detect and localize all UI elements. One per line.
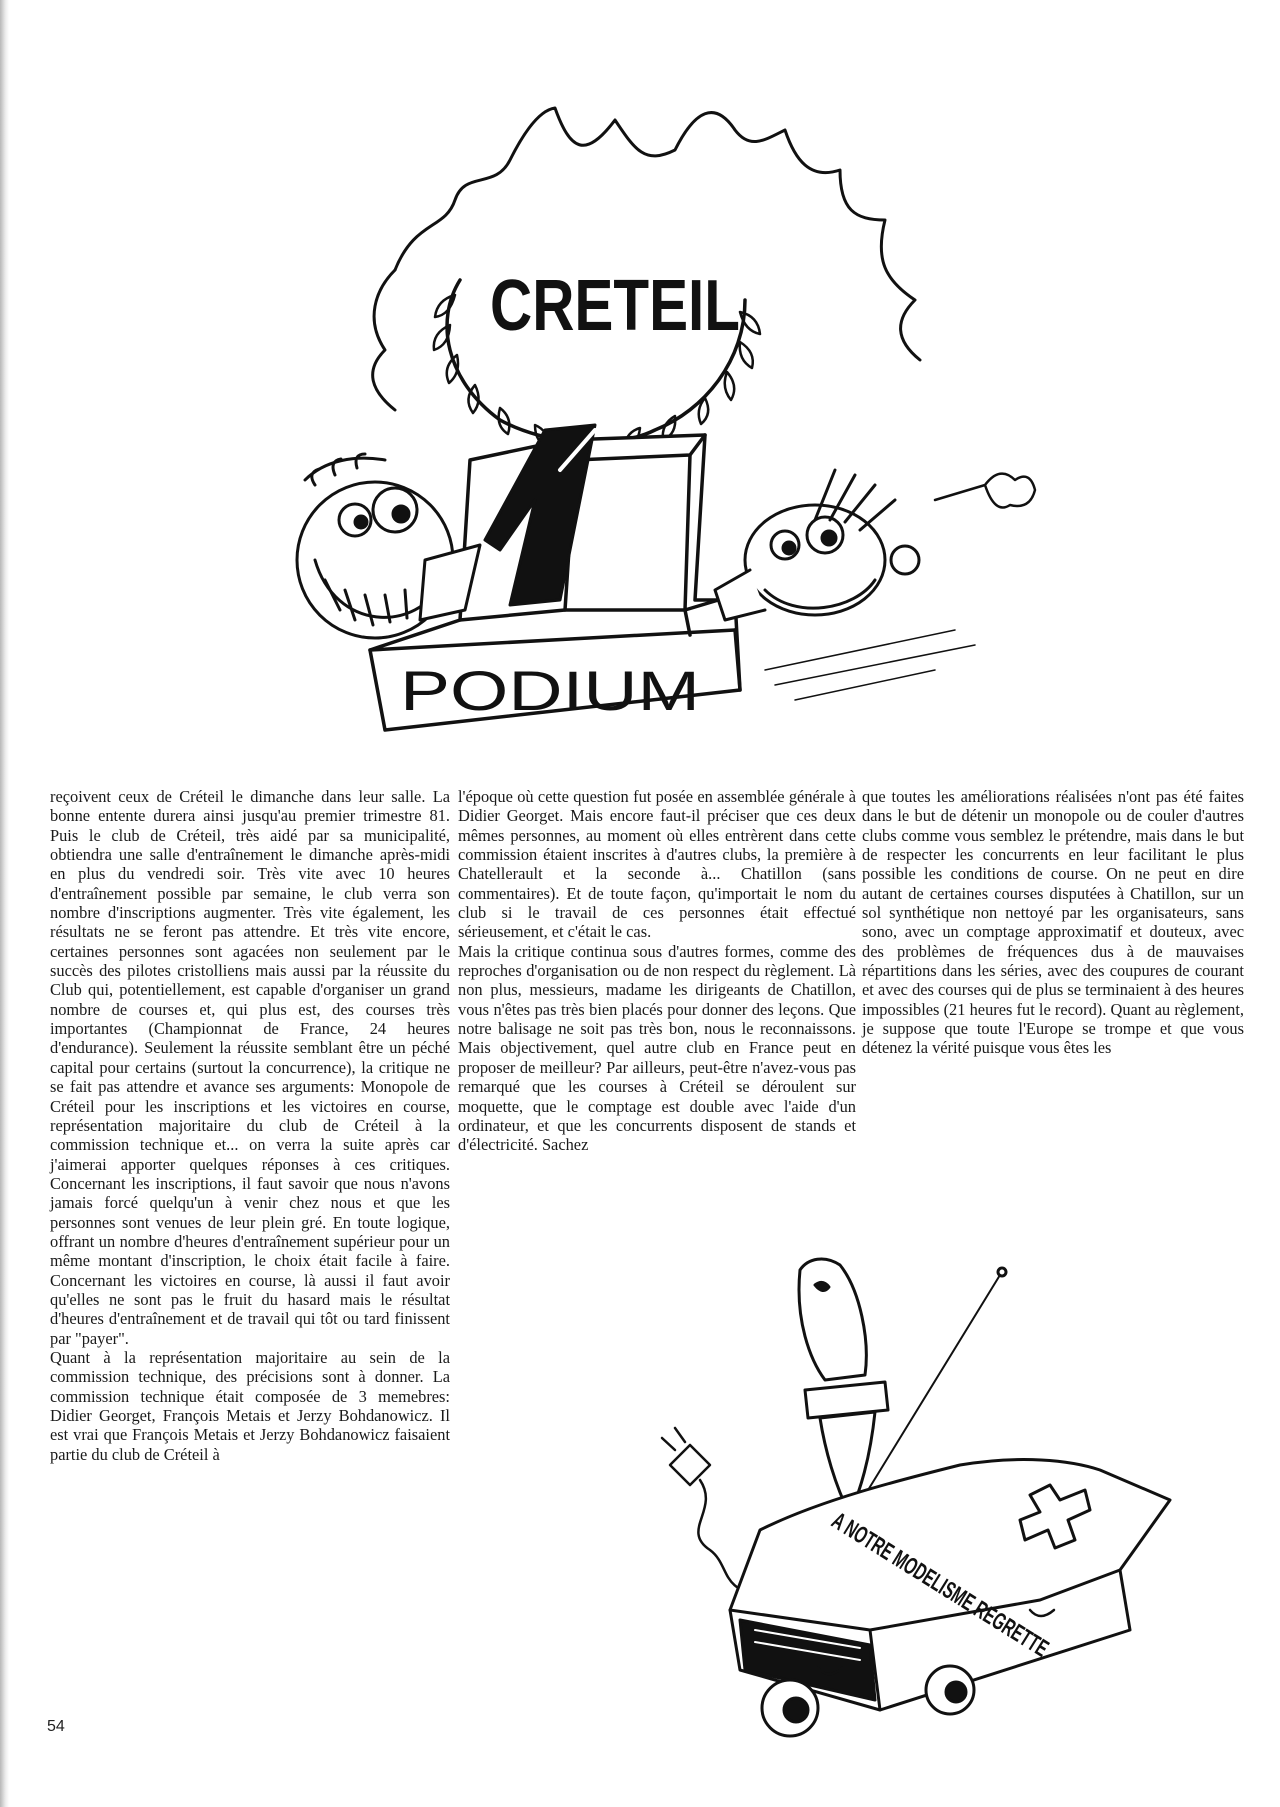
paragraph: reçoivent ceux de Créteil le dimanche dans leur salle. La bonne entente durera ainsi jusqu'au premier trimestre 81. Puis le club de Créteil, très aidé par sa municipalité, obtiendra une salle d'entraînement le dimanche après-midi en plus du vendredi soir. Très vite avec 10 heures d'entraînement possible par semaine, le club verra son nombre d'inscriptions augmenter. Très vite également, les résultats ne se feront pas attendre. Et très vite encore, certaines personnes sont agacées non seulement par le succès des pilotes cristolliens mais aussi par la réussite du Club qui, potentiellement, est capable d'organiser un grand nombre de courses et, qui plus est, des courses très importantes (Championnat de France, 24 heures d'endurance). Seulement la réussite semblant être un péché capital pour certains (surtout la concurrence), la critique ne se fait pas attendre et avance ses arguments: Monopole de Créteil pour les inscriptions et les victoires en course, représentation majoritaire du club de Créteil à la commission technique et... on verra la suite après car j'aimerai apporter quelques réponses à ces critiques. Concernant les inscriptions, il faut savoir que nous n'avons jamais forcé quelqu'un à venir chez nous et que les personnes sont venues de leur plein gré. En toute logique, offrant un nombre d'heures d'entraînement supérieur pour un même montant d'inscription, le choix était facile à faire. Concernant les victoires en course, là aussi il faut avoir qu'elles ne sont pas le fruit du hasard mais le résultat d'heures d'entraînement et de travail qui tôt ou tard finissent par "payer". bbox=[50, 787, 450, 1348]
creteil-sign: CRETEIL bbox=[490, 266, 740, 346]
coffin-cartoon bbox=[700, 1250, 1200, 1741]
podium-cartoon bbox=[295, 90, 1035, 750]
page-number: 54 bbox=[47, 1718, 65, 1735]
page-edge-shadow bbox=[0, 0, 9, 1807]
article-column-1 bbox=[50, 787, 450, 1464]
paragraph: que toutes les améliorations réalisées n'ont pas été faites dans le but de détenir un monopole ou de couler d'autres clubs comme vous semblez le prétendre, mais dans le but de respecter les concurrents en leur facilitant le plus possible les conditions de course. On ne peut en dire autant de certaines courses disputées à Chatillon, sur un sol synthétique non nettoyé par les organisateurs, sans sono, avec un comptage approximatif et douteux, avec des problèmes de fréquences dus à de mauvaises répartitions dans les séries, avec des coupures de courant et avec des courses qui de plus se terminaient à des heures impossibles (21 heures fut le record). Quant au règlement, je suppose que toute l'Europe se trompe et que vous détenez la vérité puisque vous êtes les bbox=[862, 787, 1244, 1058]
podium-label: PODIUM bbox=[400, 659, 700, 722]
paragraph: Mais la critique continua sous d'autres formes, comme des reproches d'organisation ou de non respect du règlement. Là non plus, messieurs, madame les dirigeants de Chatillon, vous n'êtes pas très bien placés pour donner des leçons. Que notre balisage ne soit pas très bon, nous le reconnaissons. Mais objectivement, quel autre club en France peut en proposer de meilleur? Par ailleurs, peut-être n'avez-vous pas remarqué que les courses à Créteil se déroulent sur moquette, que le comptage est double avec l'aide d'un ordinateur, et que les concurrents disposent de stands et d'électricité. Sachez bbox=[458, 941, 856, 1155]
left-character bbox=[297, 454, 480, 638]
paragraph: l'époque où cette question fut posée en assemblée générale à Didier Georget. Mais encore faut-il préciser que ces deux mêmes personnes, au moment où elles entrèrent dans cette commission étaient inscrites à d'autres clubs, la première à Chatellerault et la seconde à... Chatillon (sans commentaires). Et de toute façon, qu'importait le nom du club si le travail de ces personnes était effectué sérieusement, et c'était le cas. bbox=[458, 787, 856, 942]
right-character bbox=[715, 470, 1035, 700]
article-column-2 bbox=[458, 787, 856, 1155]
knife-icon bbox=[799, 1259, 888, 1515]
coffin-inscription: A NOTRE MODELISME REGRETTE bbox=[826, 1507, 1178, 1741]
paragraph: Quant à la représentation majoritaire au sein de la commission technique, des précisions sont à donner. La commission technique était composée de 3 memebres: Didier Georget, François Metais et Jerzy Bohdanowicz. Il est vrai que François Metais et Jerzy Bohdanowicz faisaient partie du club de Créteil à bbox=[50, 1347, 450, 1464]
article-column-3 bbox=[862, 787, 1244, 1058]
